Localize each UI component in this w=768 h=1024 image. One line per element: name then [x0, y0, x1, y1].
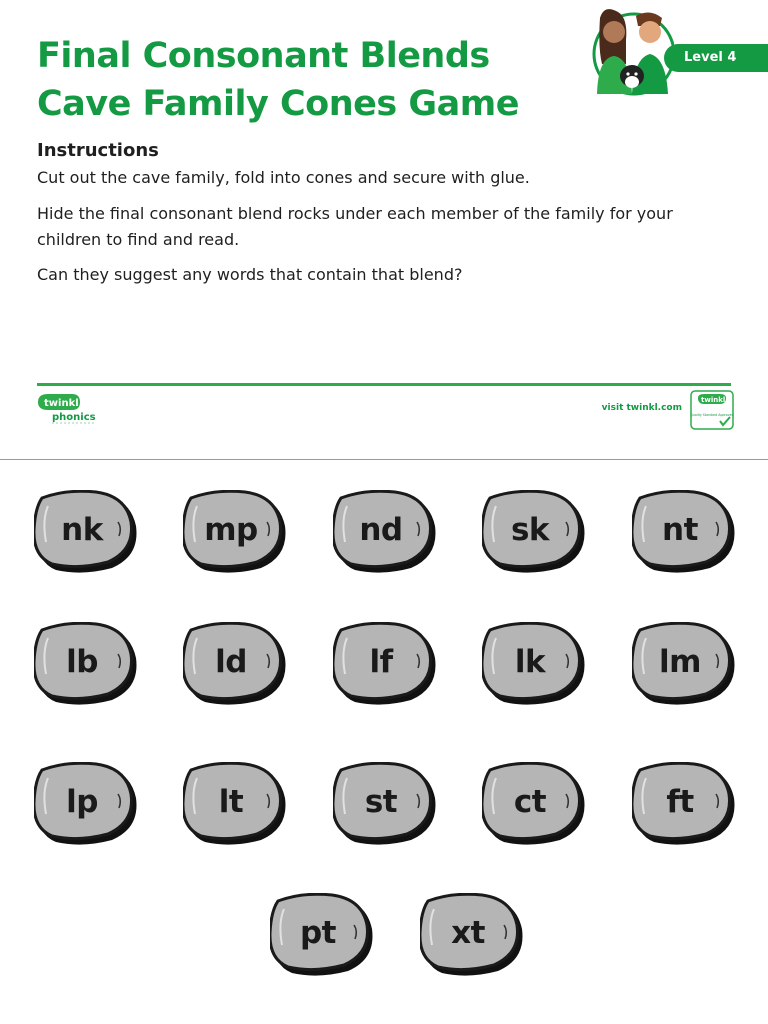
title-line-2: Cave Family Cones Game	[37, 84, 519, 124]
instruction-paragraph: Hide the final consonant blend rocks under each member of the family for your children to find and read.	[37, 204, 673, 249]
blend-rock-lf	[333, 622, 439, 708]
blend-rock-label: xt	[451, 915, 485, 951]
badge-subtitle: Quality Standard Approved	[690, 413, 734, 417]
blend-rock-label: mp	[204, 512, 258, 548]
instruction-paragraph: Can they suggest any words that contain that blend?	[37, 265, 463, 284]
blend-rock-lt	[183, 762, 289, 848]
blend-rock-label: ct	[513, 784, 547, 820]
blend-rock-label: lm	[659, 644, 701, 680]
blend-rock-label: pt	[299, 915, 336, 951]
blend-rock-pt	[270, 893, 376, 979]
visit-link[interactable]: visit twinkl.com	[601, 403, 682, 413]
blend-rock-lb	[34, 622, 140, 708]
level-badge: Level 4	[664, 44, 768, 72]
blend-rock-label: ft	[666, 784, 694, 820]
blend-rock-ft	[632, 762, 738, 848]
title-line-1: Final Consonant Blends	[37, 36, 490, 76]
blend-rock-label: ld	[215, 644, 247, 680]
blend-rock-ct	[482, 762, 588, 848]
blend-rock-label: lb	[66, 644, 98, 680]
blend-rock-mp	[183, 490, 289, 576]
blend-rock-label: st	[364, 784, 398, 820]
logo-text-top: twinkl	[44, 398, 79, 409]
badge-title: twinkl	[701, 396, 726, 404]
blend-rock-lp	[34, 762, 140, 848]
blend-rock-label: sk	[510, 512, 550, 548]
blend-rock-ld	[183, 622, 289, 708]
blend-rock-label: lt	[218, 784, 244, 820]
instruction-paragraph: Cut out the cave family, fold into cones and secure with glue.	[37, 168, 530, 187]
blend-rock-xt	[420, 893, 526, 979]
blend-rock-label: nk	[61, 512, 103, 548]
blend-rock-st	[333, 762, 439, 848]
blend-rock-nk	[34, 490, 140, 576]
blend-rock-nd	[333, 490, 439, 576]
blend-rock-label: lf	[369, 644, 393, 680]
blend-rock-label: lp	[66, 784, 98, 820]
instructions-heading: Instructions	[37, 140, 159, 161]
logo-text-bottom: phonics	[52, 412, 96, 423]
blend-rock-label: nd	[359, 512, 403, 548]
blend-rock-label: lk	[514, 644, 546, 680]
blend-rock-sk	[482, 490, 588, 576]
blend-rock-nt	[632, 490, 738, 576]
blend-rock-label: nt	[662, 512, 698, 548]
blend-rock-lk	[482, 622, 588, 708]
blend-rock-lm	[632, 622, 738, 708]
